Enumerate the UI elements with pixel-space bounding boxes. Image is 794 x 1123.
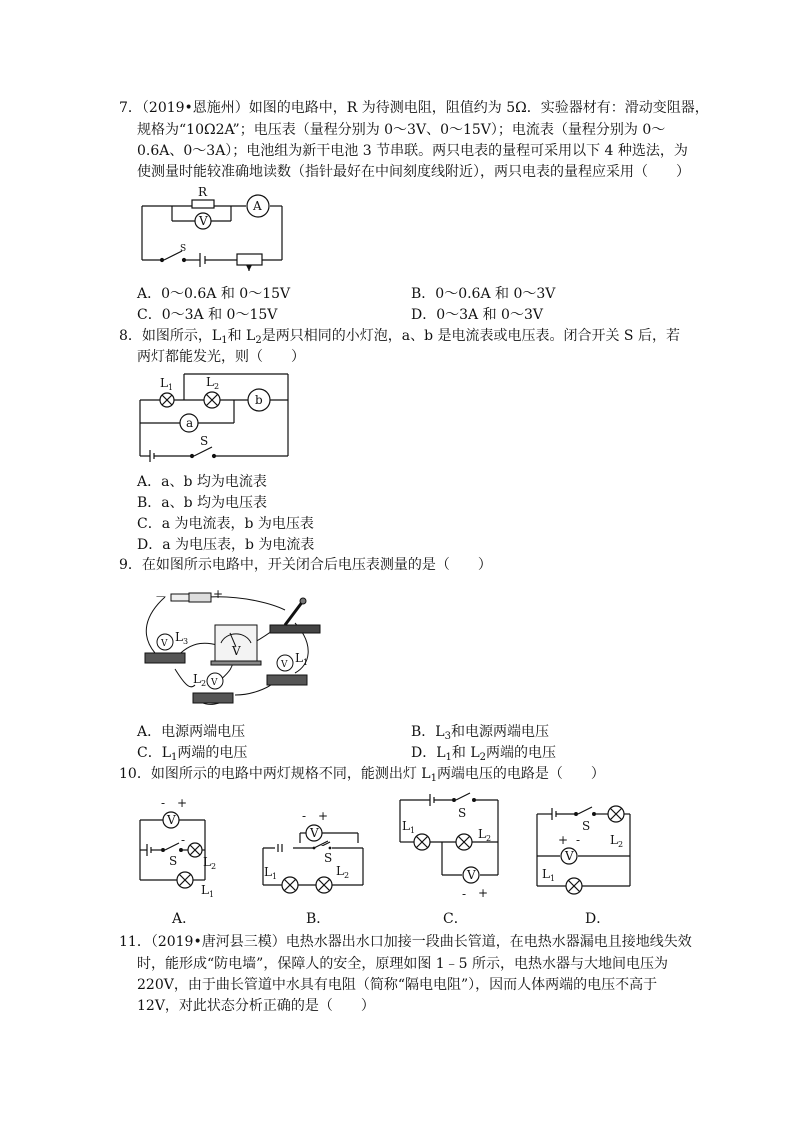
q11-line-4: 12V，对此状态分析正确的是（ ）	[137, 998, 375, 1014]
q10a-minus: -	[161, 796, 166, 810]
q10a-V: V	[167, 813, 176, 827]
q10d-V: V	[565, 849, 574, 863]
q10b-V: V	[310, 826, 319, 840]
q10d-plus: +	[558, 833, 569, 847]
q10a-L1: $L_1$	[201, 883, 215, 899]
q7-line-2: 规格为“10Ω2A”；电压表（量程分别为 0～3V、0～15V）；电流表（量程分别为 0～	[137, 122, 666, 138]
q10-circuit-a	[135, 795, 225, 900]
q8-option-a[interactable]: A．a、b 均为电流表	[137, 474, 267, 490]
q9-fig-voltmeter-V: V	[232, 644, 241, 658]
q10a-plus: +	[177, 796, 188, 810]
q10b-S: S	[324, 851, 333, 865]
q9-fig-L3: $L_3$	[175, 630, 189, 646]
q10c-S: S	[458, 806, 467, 820]
q8-line-2: 两灯都能发光，则（ ）	[137, 349, 305, 365]
q10c-V: V	[467, 868, 476, 882]
q11-line-1: 11．（2019•唐河县三模）电热水器出水口加接一段曲长管道，在电热水器漏电且接地线失效	[119, 934, 692, 950]
q9-circuit-photo-diagram	[135, 585, 335, 710]
q7-fig-R: R	[198, 185, 208, 199]
q10d-L1: $L_1$	[542, 867, 556, 883]
q10d-minus: -	[576, 833, 581, 847]
q9-fig-L1: $L_1$	[295, 651, 309, 667]
q10-line-1: 10．如图所示的电路中两灯规格不同，能测出灯 $L_1$两端电压的电路是（ ）	[119, 766, 605, 784]
q8-line-1: 8．如图所示，$L_1$和 $L_2$是两只相同的小灯泡，a、b 是电流表或电压表。闭合开关 S 后，若	[119, 328, 680, 346]
q10b-L2: $L_2$	[336, 864, 350, 880]
q7-fig-S: S	[180, 244, 187, 254]
q10c-L1: $L_1$	[402, 819, 416, 835]
q10a-minus2: -	[181, 833, 186, 847]
q10d-L2: $L_2$	[610, 833, 624, 849]
q10c-minus: -	[462, 887, 467, 901]
q7-option-c[interactable]: C．0～3A 和 0～15V	[137, 307, 278, 323]
q9-fig-plus: +	[213, 587, 224, 601]
q8-fig-L1: $L_1$	[160, 376, 174, 392]
q8-option-c[interactable]: C．a 为电流表，b 为电压表	[137, 516, 314, 532]
q8-option-b[interactable]: B．a、b 均为电压表	[137, 495, 268, 511]
q9-option-c[interactable]: C．$L_1$两端的电压	[137, 745, 248, 763]
q7-line-1: 7．（2019•恩施州）如图的电路中，R 为待测电阻，阻值约为 5Ω．实验器材有：滑动变阻器，	[119, 100, 709, 116]
q10-circuit-d	[532, 800, 637, 900]
q9-fig-L2-V: V	[211, 678, 218, 688]
q10b-plus: +	[318, 809, 329, 823]
q9-fig-L1-V: V	[281, 660, 288, 670]
q8-circuit-diagram	[130, 370, 295, 465]
q7-option-d[interactable]: D．0～3A 和 0～3V	[411, 307, 543, 323]
q10d-S: S	[582, 819, 591, 833]
q7-fig-A: A	[253, 199, 262, 213]
q7-option-a[interactable]: A．0～0.6A 和 0～15V	[137, 286, 291, 302]
q10-circuit-c	[390, 790, 505, 902]
q7-line-4: 使测量时能较准确地读数（指针最好在中间刻度线附近），两只电表的量程应采用（ ）	[137, 164, 690, 180]
q9-line-1: 9．在如图所示电路中，开关闭合后电压表测量的是（ ）	[119, 557, 492, 573]
q9-fig-minus: －	[155, 590, 168, 604]
q9-option-b[interactable]: B．$L_3$和电源两端电压	[411, 724, 549, 742]
q10a-S: S	[169, 854, 178, 868]
q7-fig-V: V	[199, 214, 208, 228]
q10-label-d[interactable]: D．	[585, 911, 611, 927]
q9-option-d[interactable]: D．$L_1$和 $L_2$两端的电压	[411, 745, 557, 763]
q11-line-3: 220V，由于曲长管道中水具有电阻（简称“隔电电阻”），因而人体两端的电压不高于	[137, 977, 658, 993]
q7-line-3: 0.6A、0～3A）；电池组为新干电池 3 节串联。两只电表的量程可采用以下 4 种选法，为	[137, 143, 688, 159]
q8-fig-b: b	[255, 393, 263, 407]
q10-label-c[interactable]: C．	[443, 911, 468, 927]
q10b-L1: $L_1$	[264, 865, 278, 881]
q7-circuit-diagram	[130, 185, 310, 275]
q8-fig-L2: $L_2$	[206, 375, 220, 391]
q10c-plus: +	[478, 886, 489, 900]
q9-fig-L3-V: V	[161, 639, 168, 649]
q10-circuit-b	[258, 808, 368, 900]
q8-fig-a: a	[186, 416, 194, 430]
q10-label-a[interactable]: A．	[172, 911, 197, 927]
q10b-minus: -	[302, 809, 307, 823]
q10-label-b[interactable]: B．	[306, 911, 331, 927]
q10c-L2: $L_2$	[478, 827, 492, 843]
q8-option-d[interactable]: D．a 为电压表，b 为电流表	[137, 537, 315, 553]
q8-fig-S: S	[200, 434, 209, 448]
q10a-L2: $L_2$	[203, 855, 217, 871]
q7-option-b[interactable]: B．0～0.6A 和 0～3V	[411, 286, 556, 302]
q11-line-2: 时，能形成“防电墙”，保障人的安全，原理如图 1﹣5 所示，电热水器与大地间电压为	[137, 956, 669, 972]
q9-option-a[interactable]: A．电源两端电压	[137, 724, 246, 740]
q9-fig-L2: $L_2$	[193, 672, 207, 688]
